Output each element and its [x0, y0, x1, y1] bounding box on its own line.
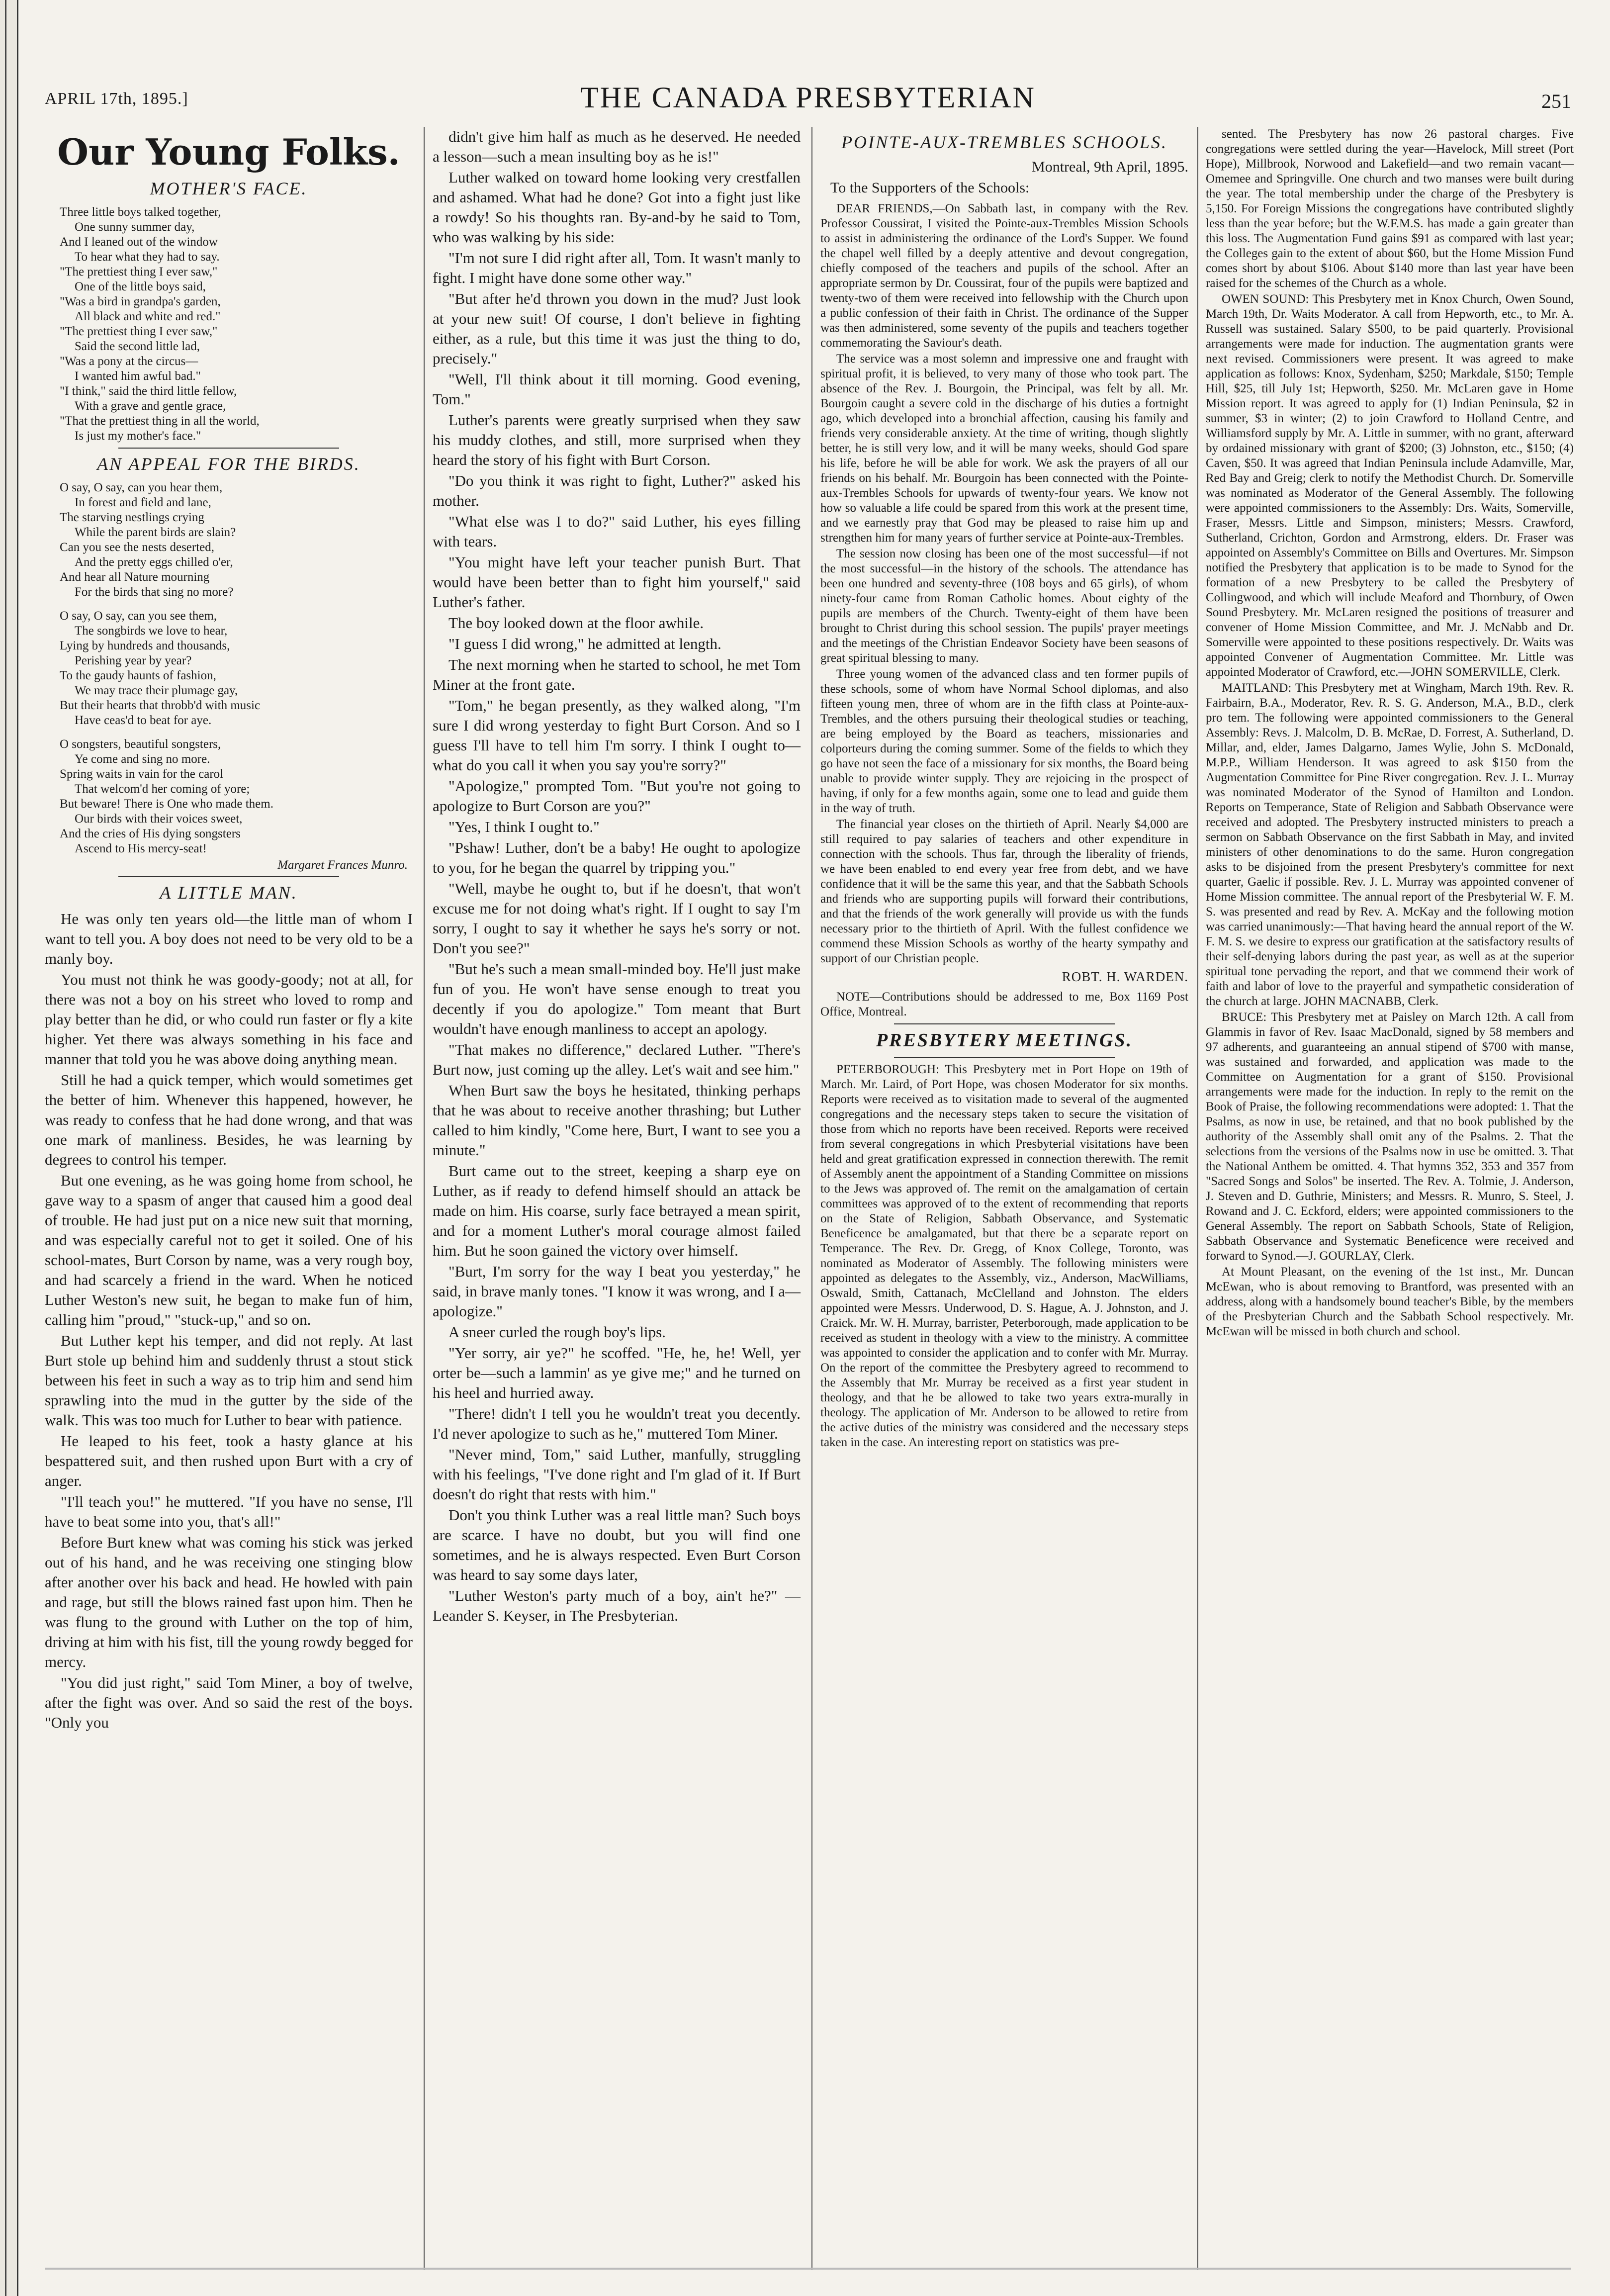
paragraph: "There! didn't I tell you he wouldn't treat you decently. I'd never apologize to such as he," muttered Tom Miner. [433, 1405, 801, 1442]
article-title: PRESBYTERY MEETINGS. [876, 1030, 1133, 1051]
verse-line: Our birds with their voices sweet, [75, 812, 243, 826]
paragraph: "That makes no difference," declared Luther. "There's Burt now, just coming up the alley. Let's wait and see him." [433, 1041, 801, 1078]
page-header [45, 75, 1571, 119]
poem-mothers-face [45, 205, 413, 444]
paragraph: The boy looked down at the floor awhile. [448, 614, 704, 632]
verse-line: Can you see the nests deserted, [60, 541, 215, 554]
paragraph: "I'll teach you!" he muttered. "If you have no sense, I'll have to beat some into you, that's all!" [45, 1493, 413, 1530]
article-body [820, 201, 1188, 966]
paragraph: "Burt, I'm sorry for the way I beat you yesterday," he said, in brave manly tones. "I know it was wrong, and I a—apologize." [433, 1263, 801, 1320]
poem-title: MOTHER'S FACE. [150, 179, 308, 198]
verse-line: "The prettiest thing I ever saw," [60, 325, 218, 338]
column-3 [820, 127, 1188, 1451]
story-title: A LITTLE MAN. [160, 883, 298, 903]
paragraph: The session now closing has been one of the most successful—if not the most successful—in the history of the schools. The attendance has been one hundred and seventy-three (108 boys and 65 girls), of whom ninety-four came from Roman Catholic homes. About eighty of the pupils are members of the Church. Twenty-eight of them have been brought to Christ during this school session. The pupils' prayer meetings and the meetings of the Christian Endeavor Society have been seasons of great spiritual blessing to many. [820, 547, 1188, 665]
story-continued [433, 127, 801, 1626]
paragraph: OWEN SOUND: This Presbytery met in Knox Church, Owen Sound, March 19th, Dr. Waits Moderator. A call from Hepworth, etc., to Mr. A. Russell was sustained. Salary $500, to be paid quarterly. Provisional arrangements were made for induction. The augmentation grants were next revised. Commissioners were present. It was agreed to make application as follows: Knox, Sydenham, $250; Markdale, $150; Temple Hill, $25, till July 1st; Hepworth, $250. Mr. McLaren gave in Home Mission report. It was agreed to apply for (1) Indian Peninsula, $2 in summer, $3 in winter; (2) to join Crawford to Holland Centre, and Williamsford supply by Mr. A. Little in summer, with no grant, afterward by ordained missionary with grant of $200; (3) Johnston, etc., $150; (4) Caven, $50. It was agreed that Indian Peninsula include Adamville, Mar, Red Bay and Greig; clerk to notify the Methodist Church. Dr. Somerville was nominated as Moderator of the General Assembly. The following were appointed commissioners to the Assembly: Drs. Waits, Somerville, Fraser, Messrs. Little and Simpson, ministers; Messrs. Crawford, Sutherland, Crichton, Gordon and Armstrong, elders. Dr. Fraser was appointed on Assembly's Committee on Bills and Overtures. Mr. Simpson notified the Presbytery that application is to be made to Synod for the formation of a new Presbytery to be called the Presbytery of Collingwood, and which will include Meaford and Thornbury, of Owen Sound Presbytery. Mr. McLaren resigned the positions of treasurer and convener of Home Mission Committee, and Mr. J. McNabb and Dr. Somerville were appointed to these positions respectively. Dr. Waits was appointed Convener of Augmentation Committee. Mr. Little was appointed Moderator of Crawford, etc.—JOHN SOMERVILLE, Clerk. [1206, 292, 1574, 679]
verse-line: And I leaned out of the window [60, 235, 218, 249]
verse-line: Lying by hundreds and thousands, [60, 639, 230, 652]
verse-line: Perishing year by year? [75, 654, 192, 667]
verse-line: Is just my mother's face." [75, 429, 201, 443]
verse-line: Said the second little lad, [75, 340, 200, 353]
page-bottom-edge [45, 2268, 1571, 2270]
paragraph: "Yer sorry, air ye?" he scoffed. "He, he, he! Well, yer orter be—such a lammin' as ye give me;" and he turned on his heel and hurried away. [433, 1344, 801, 1401]
poem-stanza [45, 609, 413, 728]
poem-stanza [45, 737, 413, 856]
paragraph: DEAR FRIENDS,—On Sabbath last, in company with the Rev. Professor Coussirat, I visited the Pointe-aux-Trembles Mission Schools to assist in administering the ordinance of the Lord's Supper. We found the chapel well filled by a deeply attentive and devout congregation, chiefly composed of the teachers and pupils of the school. After an appropriate sermon by Dr. Coussirat, four of the pupils were baptized and twenty-two of them were received into fellowship with the Church upon a public confession of their faith in Christ. The ordinance of the Supper was then administered, some seventy of the pupils and teachers together commemorating the Saviour's death. [820, 202, 1188, 350]
section-masthead: Our Young Folks. [57, 131, 400, 173]
paragraph: "I guess I did wrong," he admitted at length. [448, 635, 721, 652]
paragraph: At Mount Pleasant, on the evening of the 1st inst., Mr. Duncan McEwan, who is about removing to Brantford, was presented with an address, along with a handsomely bound teacher's Bible, by the members of the Presbyterian Church and the Sabbath School respectively. Mr. McEwan will be missed in both church and school. [1206, 1265, 1574, 1338]
binding-gutter [0, 0, 18, 2296]
story-body [45, 909, 413, 1733]
paragraph: The service was a most solemn and impressive one and fraught with spiritual profit, it is believed, to very many of those who took part. The absence of the Rev. J. Bourgoin, the Principal, was felt by all. Mr. Bourgoin caught a severe cold in the discharge of his duties a fortnight ago, which developed into a bronchial affection, causing his family and friends very considerable anxiety. At the time of writing, though slightly better, he is still very low, and it will be many weeks, should God spare his life, before he will be able for work. We ask the prayers of all our friends on his behalf. Mr. Bourgoin has been connected with the Pointe-aux-Trembles Schools for upwards of twenty-four years. We know not how so valuable a life could be spared from this work at the present time, and we earnestly pray that God may be pleased to raise him up and strengthen him for many years of further service at Pointe-aux-Trembles. [820, 352, 1188, 545]
paragraph: But one evening, as he was going home from school, he gave way to a spasm of anger that caused him a good deal of trouble. He had just put on a nice new suit that morning, and was especially careful not to get it soiled. One of his school-mates, Burt Corson by name, was a very rough boy, and had scarcely a friend in the ward. When he noticed Luther Weston's new suit, he began to make fun of him, calling him "proud," "stuck-up," and so on. [45, 1172, 413, 1328]
verse-line: "I think," said the third little fellow, [60, 384, 237, 398]
column-rule [424, 127, 425, 2270]
verse-line: While the parent birds are slain? [75, 526, 236, 539]
paragraph: Burt came out to the street, keeping a sharp eye on Luther, as if ready to defend himself should an attack be made on him. His coarse, surly face betrayed a mean spirit, and for a moment Luther's moral courage almost failed him. But he soon gained the victory over himself. [433, 1162, 801, 1259]
verse-line: To hear what they had to say. [75, 250, 220, 264]
paragraph: sented. The Presbytery has now 26 pastoral charges. Five congregations were settled during the year—Havelock, Mill street (Port Hope), Millbrook, Norwood and Lakefield—and two remain vacant—Omemee and Springville. One church and two manses were built during the year. The total membership under the charge of the Presbytery is 5,150. For Foreign Missions the congregations have contributed slightly less than the year before; but the W.F.M.S. has made a gain greater than this loss. The Augmentation Fund gains $91 as compared with last year; the Colleges gain to the extent of about $60, but the Home Mission Fund comes short by about $106. About $140 more than last year have been raised for the schemes of the Church as a whole. [1206, 127, 1574, 290]
paragraph: "I'm not sure I did right after all, Tom. It wasn't manly to fight. I might have done some other way." [433, 249, 801, 286]
column-2 [433, 127, 801, 1627]
paragraph: Three young women of the advanced class and ten former pupils of these schools, some of whom have Normal School diplomas, and also fifteen young men, three of whom are in the fifth class at Pointe-aux-Trembles, and the others pursuing their theological studies or teaching, are being employed by the Board as teachers, missionaries and colporteurs during the coming summer. Some of the fields to which they go have not seen the face of a missionary for six months, the Board being unable to provide winter supply. They are rejoicing in the prospect of having, if only for a few months again, some one to lead and guide them in the way of truth. [820, 667, 1188, 815]
verse-line: Ascend to His mercy-seat! [75, 842, 207, 855]
column-1 [45, 127, 413, 1734]
verse-line: With a grave and gentle grace, [75, 399, 226, 413]
paragraph: "Do you think it was right to fight, Luther?" asked his mother. [433, 472, 801, 509]
paragraph: BRUCE: This Presbytery met at Paisley on March 12th. A call from Glammis in favor of Rev. Isaac MacDonald, signed by 58 members and 97 adherents, and guaranteeing an annual stipend of $700 with manse, was sustained and forwarded, and application was made to the Committee on Augmentation for a grant of $150. Provisional arrangements were made for the induction. In reply to the remit on the Book of Praise, the following recommendations were adopted: 1. That the Psalms, as now in use, be retained, and that no book published by the authority of the Assembly shall omit any of the Psalms. 2. That the selections from the versions of the Psalms now in use be omitted. 3. That the National Anthem be omitted. 4. That hymns 352, 353 and 357 from "Sacred Songs and Solos" be inserted. The Rev. A. Tolmie, J. Anderson, J. Steven and D. Guthrie, Ministers; and Messrs. R. Munro, S. Steel, J. Rowand and J. C. Eckford, elders; were appointed commissioners to the General Assembly. The report on Sabbath Schools, State of Religion, Sabbath Observance and Systematic Beneficence were received and forward to Synod.—J. GOURLAY, Clerk. [1206, 1010, 1574, 1263]
paragraph: He was only ten years old—the little man of whom I want to tell you. A boy does not need to be very old to be a manly boy. [45, 910, 413, 967]
verse-line: The starving nestlings crying [60, 511, 204, 524]
paragraph: "Well, I'll think about it till morning. Good evening, Tom." [433, 370, 801, 408]
paragraph: He leaped to his feet, took a hasty glance at his bespattered suit, and then rushed upon Burt with a cry of anger. [45, 1432, 413, 1489]
paragraph: PETERBOROUGH: This Presbytery met in Port Hope on 19th of March. Mr. Laird, of Port Hope, was chosen Moderator for six months. Reports were received as to visitation made to several of the augmented congregations and the necessary steps taken to secure the visitation of those from which no reports have been received. Reports were received from several congregations in which Presbyterial visitations have been held and great gratification expressed in connection therewith. The remit of Assembly anent the appointment of a Standing Committee on missions to the Jews was approved of. The remit on the amalgamation of certain committees was approved of to the extent of recommending that reports on the State of Religion, Sabbath Observance, and Systematic Beneficence be amalgamated, but that there be a separate report on Temperance. The Rev. Dr. Gregg, of Knox College, Toronto, was nominated as Moderator of Assembly. The following ministers were appointed as delegates to the Assembly, viz., Anderson, MacWilliams, Oswald, Smith, Cattanach, McClelland and Johnston. The elders appointed were Messrs. Underwood, D. S. Hague, A. J. Johnston, and J. Craick. Mr. W. H. Murray, barrister, Peterborough, made application to be received as student in theology with a view to the ministry. A committee was appointed to consider the application and to confer with Mr. Murray. On the report of the committee the Presbytery agreed to recommend to the Assembly that Mr. Murray be received as a first year student in theology, and that he be allowed to take two years extra-murally in theology. The application of Mr. Anderson to be allowed to retire from the active duties of the ministry was considered and the necessary steps taken in the case. An interesting report on statistics was pre- [820, 1063, 1188, 1449]
verse-line: O say, O say, can you hear them, [60, 481, 223, 494]
column-4 [1206, 127, 1574, 1340]
verse-line: But their hearts that throbb'd with music [60, 699, 261, 712]
paragraph: "What else was I to do?" said Luther, his eyes filling with tears. [433, 513, 801, 550]
paragraph: "But after he'd thrown you down in the mud? Just look at your new suit! Of course, I don't believe in fighting either, as a rule, but this time it was just the thing to do, precisely." [433, 290, 801, 367]
paragraph: Luther's parents were greatly surprised when they saw his muddy clothes, and still, more surprised when they heard the story of his fight with Burt Corson. [433, 411, 801, 468]
article-signer: ROBT. H. WARDEN. [1062, 969, 1188, 984]
divider [894, 1023, 1115, 1024]
verse-line: Have ceas'd to beat for aye. [75, 714, 212, 727]
paragraph: The financial year closes on the thirtieth of April. Nearly $4,000 are still required to pay salaries of teachers and other expenditure in connection with the schools. Thus far, through the liberality of friends, we have been enabled to end every year free from debt, and we have confidence that it will be the same this year, and that the Sabbath Schools and friends who are supporting pupils will forward their contributions, and that the friends of the work generally will provide us with the funds necessary prior to the thirtieth of April. With the fullest confidence we commend these Mission Schools as worthy of the hearty sympathy and support of our Christian people. [820, 818, 1188, 965]
salutation: To the Supporters of the Schools: [830, 180, 1030, 196]
verse-line: "Was a bird in grandpa's garden, [60, 295, 221, 308]
verse-line: The songbirds we love to hear, [75, 624, 228, 638]
verse-line: For the birds that sing no more? [75, 585, 234, 599]
verse-line: And hear all Nature mourning [60, 570, 210, 584]
verse-line: "The prettiest thing I ever saw," [60, 265, 218, 278]
paragraph: "You did just right," said Tom Miner, a boy of twelve, after the fight was over. And so said the rest of the boys. "Only you [45, 1674, 413, 1731]
verse-line: One sunny summer day, [75, 220, 195, 234]
paragraph: "Well, maybe he ought to, but if he doesn't, that won't excuse me for not doing what's right. If I ought to say I'm sorry, I ought to say it whether he says he's sorry or not. Don't you see?" [433, 880, 801, 957]
paragraph: "Never mind, Tom," said Luther, manfully, struggling with his feelings, "I've done right and I'm glad of it. If Burt doesn't do right that rests with him." [433, 1446, 801, 1503]
paragraph: A sneer curled the rough boy's lips. [448, 1323, 666, 1341]
paragraph: But Luther kept his temper, and did not reply. At last Burt stole up behind him and suddenly thrust a stout stick between his feet in such a way as to trip him and send him sprawling into the mud in the gutter by the side of the walk. This was too much for Luther to bear with patience. [45, 1332, 413, 1429]
verse-line: Three little boys talked together, [60, 205, 221, 219]
dateline: Montreal, 9th April, 1895. [1032, 159, 1188, 175]
paragraph: Before Burt knew what was coming his stick was jerked out of his hand, and he was receiving one stinging blow after another over his back and head. He howled with pain and rage, but still the blows rained fast upon him. Then he was flung to the ground with Luther on the top of him, driving at him with his fist, till the young rowdy begged for mercy. [45, 1534, 413, 1670]
column-rule [1197, 127, 1198, 2270]
paragraph: The next morning when he started to school, he met Tom Miner at the front gate. [433, 656, 801, 693]
verse-line: "That the prettiest thing in all the world, [60, 414, 260, 428]
verse-line: Spring waits in vain for the carol [60, 767, 224, 781]
paragraph: When Burt saw the boys he hesitated, thinking perhaps that he was about to receive another thrashing; but Luther called to him kindly, "Come here, Burt, I want to see you a minute." [433, 1082, 801, 1159]
divider [118, 876, 339, 877]
header-date: APRIL 17th, 1895.] [45, 90, 188, 108]
article-title: POINTE-AUX-TREMBLES SCHOOLS. [841, 132, 1167, 152]
verse-line: All black and white and red." [75, 310, 221, 323]
paragraph: didn't give him half as much as he deserved. He needed a lesson—such a mean insulting boy as he is!" [433, 128, 801, 165]
column-rule [811, 127, 812, 2270]
presbytery-reports [1206, 127, 1574, 1339]
article-note: NOTE—Contributions should be addressed to me, Box 1169 Post Office, Montreal. [820, 990, 1188, 1018]
verse-line: I wanted him awful bad." [75, 369, 201, 383]
page-number: 251 [1541, 90, 1571, 112]
poem-stanza [45, 480, 413, 600]
verse-line: And the cries of His dying songsters [60, 827, 241, 840]
verse-line: That welcom'd her coming of yore; [75, 782, 250, 796]
paragraph: "Luther Weston's party much of a boy, ain't he?" —Leander S. Keyser, in The Presbyterian. [433, 1587, 801, 1624]
verse-line: O songsters, beautiful songsters, [60, 737, 221, 751]
divider [894, 1057, 1115, 1058]
verse-line: "Was a pony at the circus— [60, 355, 198, 368]
paragraph: "Apologize," prompted Tom. "But you're not going to apologize to Burt Corson are you?" [433, 777, 801, 815]
paragraph: "But he's such a mean small-minded boy. He'll just make fun of you. He won't have sense enough to treat you decently if you do apologize." Tom meant that Burt wouldn't have enough manliness to accept an apology. [433, 960, 801, 1037]
paragraph: Still he had a quick temper, which would sometimes get the better of him. Whenever this happened, however, he was ready to confess that he had done wrong, and that was one mark of manliness. Besides, he was learning by degrees to control his temper. [45, 1071, 413, 1168]
verse-line: But beware! There is One who made them. [60, 797, 273, 811]
poem-signature: Margaret Frances Munro. [277, 858, 408, 872]
paragraph: MAITLAND: This Presbytery met at Wingham, March 19th. Rev. R. Fairbairn, B.A., Moderator, Rev. R. S. G. Anderson, M.A., B.D., clerk pro tem. The following were appointed commissioners to the General Assembly: Revs. J. Malcolm, D. B. McRae, D. Forrest, A. Sutherland, D. Millar, and, elder, James Dalgarno, James Wylie, John S. McDonald, M.P.P., William Henderson. It was agreed to ask $150 from the Augmentation Committee for Pine River congregation. Rev. J. L. Murray was nominated Moderator of the Synod of Hamilton and London. Reports on Temperance, State of Religion and Sabbath Observance were received and adopted. The Presbytery instructed ministers to preach a sermon on Sabbath Observance on the first Sabbath in May, and invited ministers of other denominations to do the same. Huron congregation asks to be disjoined from the present Presbytery's committee for next quarter, Gaelic if possible. Rev. J. L. Murray was appointed convener of Home Mission committee. The annual report of the Presbyterial W. F. M. S. was presented and read by Rev. A. McKay and the following motion was carried unanimously:—That having heard the annual report of the W. F. M. S. we desire to express our gratification at the satisfactory results of their self-denying labors during the past year, as well as at the superior spiritual tone pervading the report, and that we commend their work of faith and labor of love to the prayerful and sympathetic consideration of the church at large. JOHN MACNABB, Clerk. [1206, 681, 1574, 1008]
article-body [820, 1062, 1188, 1450]
divider [118, 448, 339, 449]
paragraph: "Pshaw! Luther, don't be a baby! He ought to apologize to you, for he began the quarrel by tripping you." [433, 839, 801, 876]
verse-line: To the gaudy haunts of fashion, [60, 669, 216, 682]
header-title: THE CANADA PRESBYTERIAN [580, 81, 1036, 114]
verse-line: In forest and field and lane, [75, 496, 211, 509]
verse-line: O say, O say, can you see them, [60, 609, 217, 623]
paragraph: Don't you think Luther was a real little man? Such boys are scarce. I have no doubt, but you will find one sometimes, and he is always respected. Even Burt Corson was heard to say some days later, [433, 1506, 801, 1583]
verse-line: Ye come and sing no more. [75, 752, 210, 766]
verse-line: We may trace their plumage gay, [75, 684, 238, 697]
poem-title: AN APPEAL FOR THE BIRDS. [97, 454, 360, 474]
paragraph: Luther walked on toward home looking very crestfallen and ashamed. What had he done? Got into a fight just like a rowdy! So his thoughts ran. By-and-by he said to Tom, who was walking by his side: [433, 169, 801, 246]
verse-line: One of the little boys said, [75, 280, 206, 293]
verse-line: And the pretty eggs chilled o'er, [75, 555, 233, 569]
paragraph: "You might have left your teacher punish Burt. That would have been better than to fight him yourself," said Luther's father. [433, 553, 801, 611]
paragraph: "Tom," he began presently, as they walked along, "I'm sure I did wrong yesterday to fight Burt Corson. And so I guess I'll have to tell him I'm sorry. I think I ought to—what do you call it when you say you're sorry?" [433, 697, 801, 774]
paragraph: You must not think he was goody-goody; not at all, for there was not a boy on his street who loved to romp and play better than he did, or who could run faster or fly a kite higher. Yet there was always something in his face and manner that told you he was above doing anything mean. [45, 971, 413, 1068]
paragraph: "Yes, I think I ought to." [448, 818, 600, 835]
